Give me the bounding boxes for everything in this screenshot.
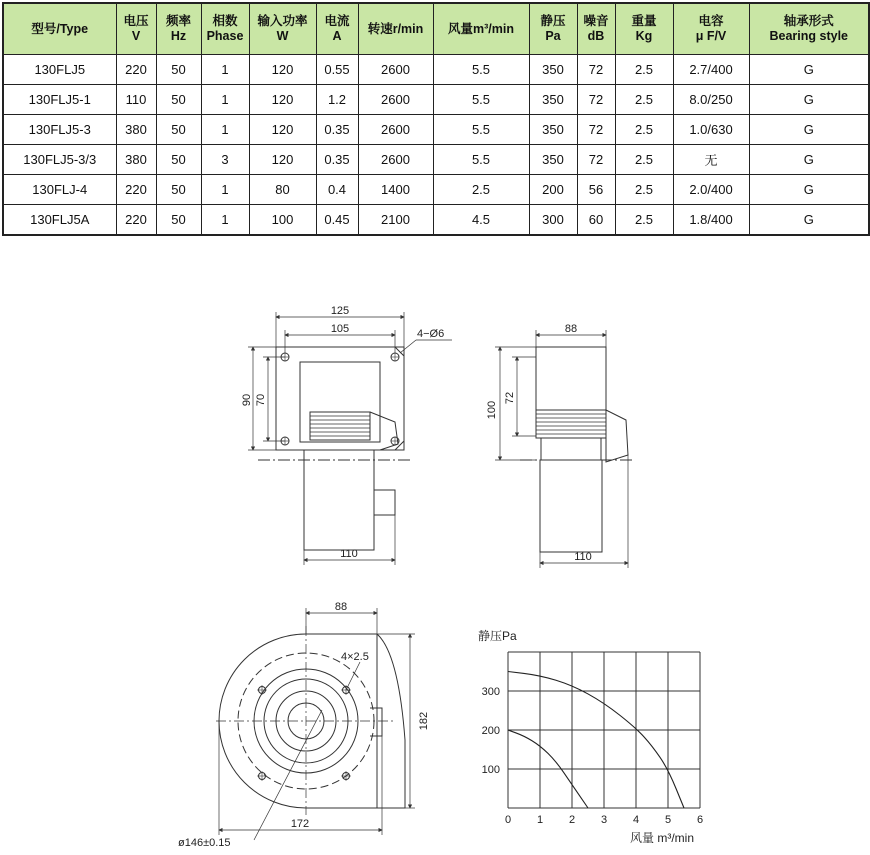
cell-airflow: 2.5 — [433, 175, 529, 205]
cell-current: 0.4 — [316, 175, 358, 205]
dim-bottom-172: 172 — [290, 818, 310, 830]
cell-pressure: 350 — [529, 115, 577, 145]
x-tick-label: 2 — [568, 814, 576, 826]
cell-frequency: 50 — [156, 205, 201, 236]
cell-airflow: 5.5 — [433, 85, 529, 115]
cell-speed: 2600 — [358, 55, 433, 85]
cell-bearing: G — [749, 85, 869, 115]
cell-phase: 3 — [201, 145, 249, 175]
cell-weight: 2.5 — [615, 145, 673, 175]
dim-bottom-88: 88 — [334, 601, 348, 613]
front-motor — [304, 450, 374, 550]
series-line-curve-high — [508, 672, 684, 809]
dim-bottom-diameter: ø146±0.15 — [178, 837, 231, 849]
dim-front-70: 70 — [255, 393, 267, 407]
cell-phase: 1 — [201, 85, 249, 115]
cell-pressure: 350 — [529, 145, 577, 175]
cell-current: 0.35 — [316, 145, 358, 175]
cell-capacitor: 2.0/400 — [673, 175, 749, 205]
cell-capacitor: 8.0/250 — [673, 85, 749, 115]
cell-capacitor: 无 — [673, 145, 749, 175]
cell-speed: 2100 — [358, 205, 433, 236]
cell-bearing: G — [749, 55, 869, 85]
dim-side-110: 110 — [574, 551, 592, 563]
cell-noise: 60 — [577, 205, 615, 236]
front-view — [248, 312, 452, 565]
header-capacitor: 电容 μ F/V — [673, 3, 749, 55]
cell-phase: 1 — [201, 175, 249, 205]
header-pressure: 静压 Pa — [529, 3, 577, 55]
cell-speed: 2600 — [358, 145, 433, 175]
cell-frequency: 50 — [156, 55, 201, 85]
cell-capacitor: 1.8/400 — [673, 205, 749, 236]
header-current: 电流 A — [316, 3, 358, 55]
x-tick-label: 3 — [600, 814, 608, 826]
cell-type: 130FLJ5-3/3 — [3, 145, 116, 175]
cell-frequency: 50 — [156, 175, 201, 205]
cell-weight: 2.5 — [615, 175, 673, 205]
cell-frequency: 50 — [156, 85, 201, 115]
side-view — [495, 330, 632, 568]
cell-current: 0.45 — [316, 205, 358, 236]
cell-voltage: 380 — [116, 145, 156, 175]
dim-front-90: 90 — [241, 393, 253, 407]
cell-weight: 2.5 — [615, 85, 673, 115]
cell-bearing: G — [749, 175, 869, 205]
cell-speed: 2600 — [358, 115, 433, 145]
bottom-outlet-notch — [370, 708, 382, 736]
cell-capacitor: 1.0/630 — [673, 115, 749, 145]
cell-phase: 1 — [201, 205, 249, 236]
dim-front-125: 125 — [330, 305, 350, 317]
dim-side-88: 88 — [564, 323, 578, 335]
dim-bottom-holes: 4×2.5 — [341, 651, 369, 663]
cell-noise: 72 — [577, 85, 615, 115]
chart-xlabel: 风量 m³/min — [630, 831, 694, 845]
cell-power: 120 — [249, 115, 316, 145]
cell-speed: 1400 — [358, 175, 433, 205]
x-tick-label: 6 — [696, 814, 704, 826]
cell-speed: 2600 — [358, 85, 433, 115]
cell-power: 120 — [249, 85, 316, 115]
cell-airflow: 4.5 — [433, 205, 529, 236]
cell-type: 130FLJ-4 — [3, 175, 116, 205]
cell-power: 80 — [249, 175, 316, 205]
side-motor — [540, 460, 602, 552]
cell-current: 0.35 — [316, 115, 358, 145]
dim-side-100: 100 — [486, 400, 498, 420]
performance-chart — [482, 652, 703, 826]
header-frequency: 频率 Hz — [156, 3, 201, 55]
side-top — [536, 347, 606, 410]
cell-bearing: G — [749, 115, 869, 145]
bottom-view — [216, 608, 415, 840]
cell-capacitor: 2.7/400 — [673, 55, 749, 85]
cell-noise: 72 — [577, 145, 615, 175]
cell-frequency: 50 — [156, 145, 201, 175]
y-tick-label: 300 — [481, 686, 500, 698]
cell-voltage: 380 — [116, 115, 156, 145]
header-weight: 重量 Kg — [615, 3, 673, 55]
cell-phase: 1 — [201, 55, 249, 85]
cell-voltage: 220 — [116, 205, 156, 236]
cell-airflow: 5.5 — [433, 55, 529, 85]
header-noise: 噪音 dB — [577, 3, 615, 55]
cell-current: 1.2 — [316, 85, 358, 115]
cell-pressure: 200 — [529, 175, 577, 205]
y-tick-label: 100 — [481, 764, 500, 776]
cell-weight: 2.5 — [615, 55, 673, 85]
cell-power: 120 — [249, 55, 316, 85]
dim-front-holes: 4−Ø6 — [417, 328, 445, 340]
y-tick-label: 200 — [481, 725, 500, 737]
cell-bearing: G — [749, 205, 869, 236]
cell-voltage: 110 — [116, 85, 156, 115]
cell-pressure: 300 — [529, 205, 577, 236]
cell-voltage: 220 — [116, 175, 156, 205]
cell-type: 130FLJ5 — [3, 55, 116, 85]
x-tick-label: 5 — [664, 814, 672, 826]
cell-airflow: 5.5 — [433, 145, 529, 175]
dim-front-105: 105 — [330, 323, 350, 335]
chart-ylabel: 静压Pa — [478, 629, 517, 643]
cell-current: 0.55 — [316, 55, 358, 85]
cell-type: 130FLJ5-3 — [3, 115, 116, 145]
cell-type: 130FLJ5-1 — [3, 85, 116, 115]
cell-frequency: 50 — [156, 115, 201, 145]
header-type: 型号/Type — [3, 3, 116, 55]
cell-power: 120 — [249, 145, 316, 175]
x-tick-label: 1 — [536, 814, 544, 826]
x-tick-label: 0 — [504, 814, 512, 826]
header-phase: 相数 Phase — [201, 3, 249, 55]
cell-noise: 56 — [577, 175, 615, 205]
header-power: 输入功率 W — [249, 3, 316, 55]
cell-type: 130FLJ5A — [3, 205, 116, 236]
cell-pressure: 350 — [529, 85, 577, 115]
cell-phase: 1 — [201, 115, 249, 145]
side-housing — [606, 410, 628, 462]
cell-noise: 72 — [577, 55, 615, 85]
front-motor-detail — [374, 450, 395, 550]
cell-airflow: 5.5 — [433, 115, 529, 145]
header-speed: 转速r/min — [358, 3, 433, 55]
cell-noise: 72 — [577, 115, 615, 145]
cell-pressure: 350 — [529, 55, 577, 85]
header-voltage: 电压 V — [116, 3, 156, 55]
dim-front-110: 110 — [340, 548, 358, 560]
cell-voltage: 220 — [116, 55, 156, 85]
dim-side-72: 72 — [504, 391, 516, 405]
cell-weight: 2.5 — [615, 115, 673, 145]
cell-power: 100 — [249, 205, 316, 236]
dim-bottom-182: 182 — [418, 711, 430, 731]
cell-bearing: G — [749, 145, 869, 175]
header-airflow: 风量m³/min — [433, 3, 529, 55]
header-bearing: 轴承形式 Bearing style — [749, 3, 869, 55]
front-outlet — [300, 362, 380, 442]
cell-weight: 2.5 — [615, 205, 673, 236]
side-neck — [541, 438, 601, 460]
x-tick-label: 4 — [632, 814, 640, 826]
